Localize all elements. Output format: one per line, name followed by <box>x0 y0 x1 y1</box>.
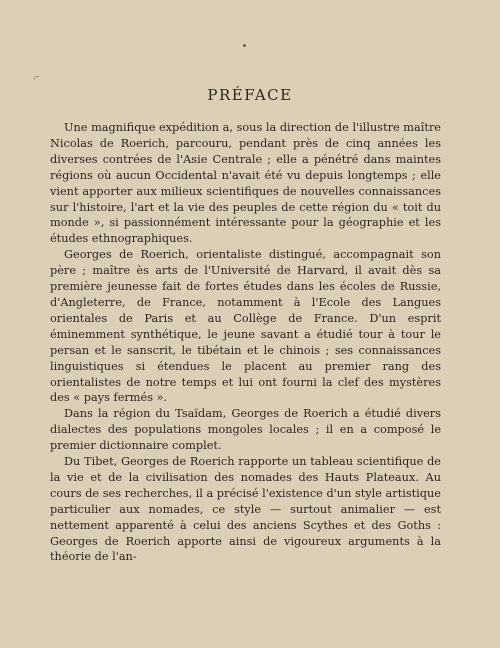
paragraph: Dans la région du Tsaïdam, Georges de Roerich a étudié divers dialectes des populations mongoles locales ; il en a composé le premier dictionnaire complet. <box>50 407 441 453</box>
page-title: PRÉFACE <box>207 86 293 104</box>
paragraph: Une magnifique expédition a, sous la direction de l'illustre maître Nicolas de Roerich, parcouru, pendant près de cinq années les diverses contrées de l'Asie Centrale ; elle a pénétré dans maintes régions où aucun Occidental n'avait été vu depuis longtemps ; elle vient apporter aux milieux scientifiques de nouvelles connaissances sur l'histoire, l'art et la vie des peuples de cette région du « toit du monde », si passionnément intéressante pour la géographie et les études ethnographiques. <box>50 121 441 246</box>
page-mark <box>243 44 246 47</box>
paragraph: Georges de Roerich, orientaliste distingué, accompagnait son père ; maître ès arts de l'Université de Harvard, il avait dès sa première jeunesse fait de fortes études dans les écoles de Russie, d'Angleterre, de France, notamment à l'Ecole des Langues orientales de Paris et au Collège de France. D'un esprit éminemment synthétique, le jeune savant a étudié tour à tour le persan et le sanscrit, le tibétain et le chinois ; ses connaissances linguistiques si étendues le placent au premier rang des orientalistes de notre temps et lui ont fourni la clef des mystères des « pays fermés ». <box>50 248 441 405</box>
page-speck <box>34 76 39 80</box>
preface-text <box>50 120 441 565</box>
paragraph: Du Tibet, Georges de Roerich rapporte un tableau scientifique de la vie et de la civilisation des nomades des Hauts Plateaux. Au cours de ses recherches, il a précisé l'existence d'un style artistique particulier aux nomades, ce style — surtout animalier — est nettement apparenté à celui des anciens Scythes et des Goths : Georges de Roerich apporte ainsi de vigoureux arguments à la théorie de l'an- <box>50 455 441 564</box>
